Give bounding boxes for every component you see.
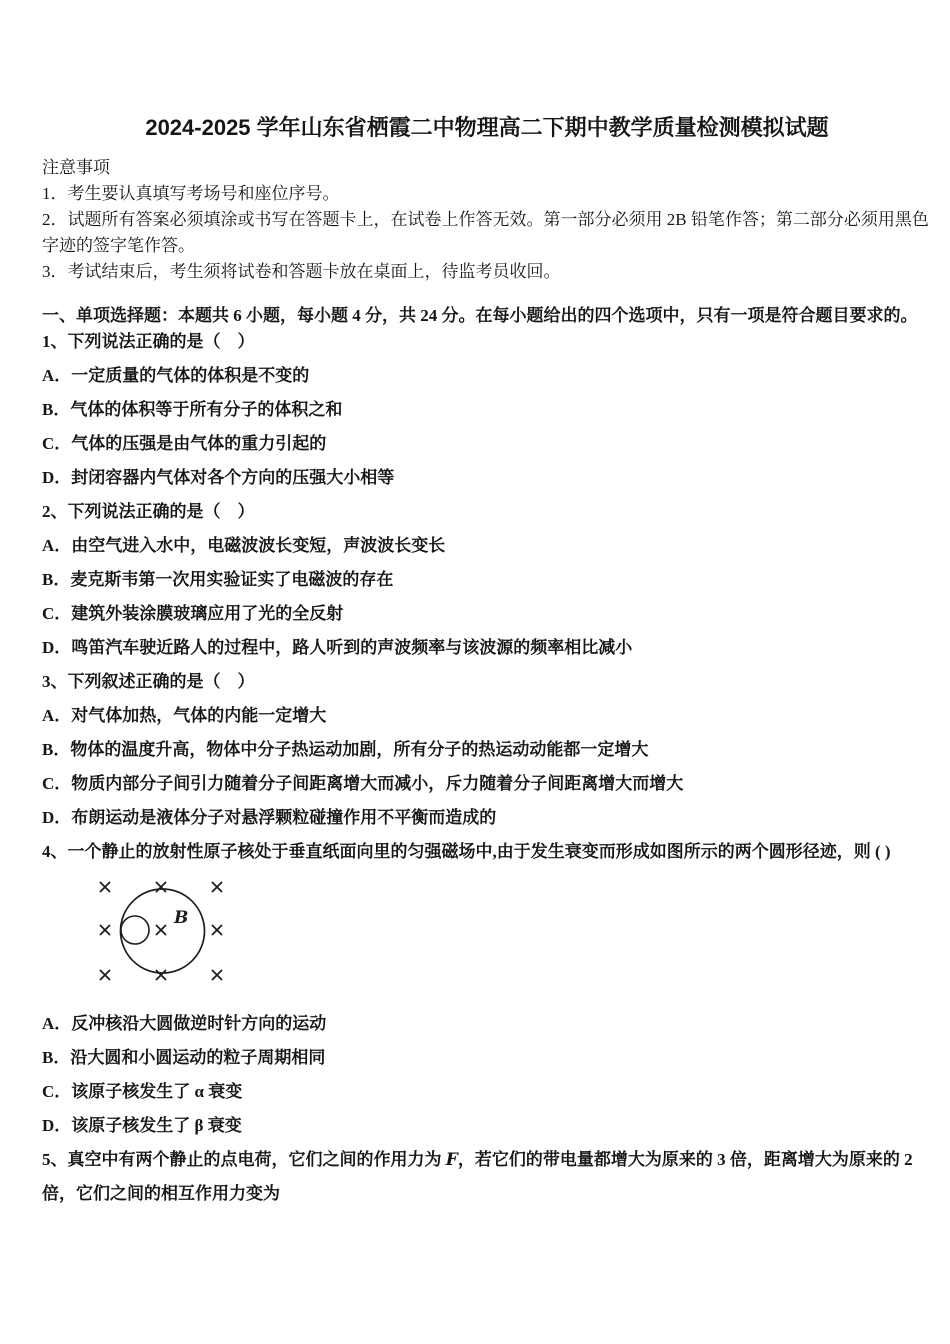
question-3-option-d: D．布朗运动是液体分子对悬浮颗粒碰撞作用不平衡而造成的 <box>42 808 497 827</box>
single-choice-section <box>42 305 932 1211</box>
question-3-option-a: A．对气体加热，气体的内能一定增大 <box>42 706 327 725</box>
question-3-option-c: C．物质内部分子间引力随着分子间距离增大而减小，斥力随着分子间距离增大而增大 <box>42 774 684 793</box>
question-4-figure <box>90 875 932 993</box>
question-5-stem-pre: 5、真空中有两个静止的点电荷，它们之间的作用力为 <box>42 1150 446 1169</box>
force-symbol: F <box>445 1150 458 1170</box>
question-1-option-d: D．封闭容器内气体对各个方向的压强大小相等 <box>42 468 395 487</box>
question-4-option-d: D．该原子核发生了 β 衰变 <box>42 1116 242 1135</box>
question-1-option-c: C．气体的压强是由气体的重力引起的 <box>42 434 327 453</box>
notice-item-2: 2．试题所有答案必须填涂或书写在答题卡上，在试卷上作答无效。第一部分必须用 2B 铅笔作答；第二部分必须用黑色字迹的签字笔作答。 <box>42 210 929 255</box>
section-heading: 一、单项选择题：本题共 6 小题，每小题 4 分，共 24 分。在每小题给出的四个选项中，只有一项是符合题目要求的。 <box>42 306 918 325</box>
notice-item-1: 1．考生要认真填写考场号和座位序号。 <box>42 184 340 203</box>
question-5-stem <box>42 1143 932 1211</box>
page-title: 2024-2025 学年山东省栖霞二中物理高二下期中教学质量检测模拟试题 <box>145 115 829 140</box>
question-4-option-b: B．沿大圆和小圆运动的粒子周期相同 <box>42 1048 326 1067</box>
question-1-stem: 1、下列说法正确的是（ ） <box>42 332 255 351</box>
question-1-option-a: A．一定质量的气体的体积是不变的 <box>42 366 310 385</box>
question-2-option-d: D．鸣笛汽车驶近路人的过程中，路人听到的声波频率与该波源的频率相比减小 <box>42 638 633 657</box>
question-4-option-a: A．反冲核沿大圆做逆时针方向的运动 <box>42 1014 327 1033</box>
notice-heading: 注意事项 <box>42 158 110 177</box>
small-orbit-circle <box>121 916 149 944</box>
notice-section <box>42 155 932 285</box>
question-1-option-b: B．气体的体积等于所有分子的体积之和 <box>42 400 343 419</box>
question-2-option-b: B．麦克斯韦第一次用实验证实了电磁波的存在 <box>42 570 394 589</box>
field-label: B <box>174 908 189 928</box>
question-4-stem: 4、一个静止的放射性原子核处于垂直纸面向里的匀强磁场中,由于发生衰变而形成如图所示的两个圆形径迹，则 ( ) <box>42 842 891 861</box>
question-2-option-a: A．由空气进入水中，电磁波波长变短，声波波长变长 <box>42 536 446 555</box>
magnetic-field-diagram <box>90 875 240 993</box>
notice-item-3: 3．考试结束后，考生须将试卷和答题卡放在桌面上，待监考员收回。 <box>42 262 561 281</box>
question-4-option-c: C．该原子核发生了 α 衰变 <box>42 1082 243 1101</box>
question-3-stem: 3、下列叙述正确的是（ ） <box>42 672 255 691</box>
question-2-option-c: C．建筑外装涂膜玻璃应用了光的全反射 <box>42 604 344 623</box>
question-3-option-b: B．物体的温度升高，物体中分子热运动加剧，所有分子的热运动动能都一定增大 <box>42 740 649 759</box>
question-2-stem: 2、下列说法正确的是（ ） <box>42 502 255 521</box>
field-cross-icon <box>101 883 222 980</box>
question-5-stem-post: ，若它们的带电量都增大为原来的 3 倍，距离增大为原来的 2 倍，它们之间的相互作用力变为 <box>42 1150 913 1203</box>
